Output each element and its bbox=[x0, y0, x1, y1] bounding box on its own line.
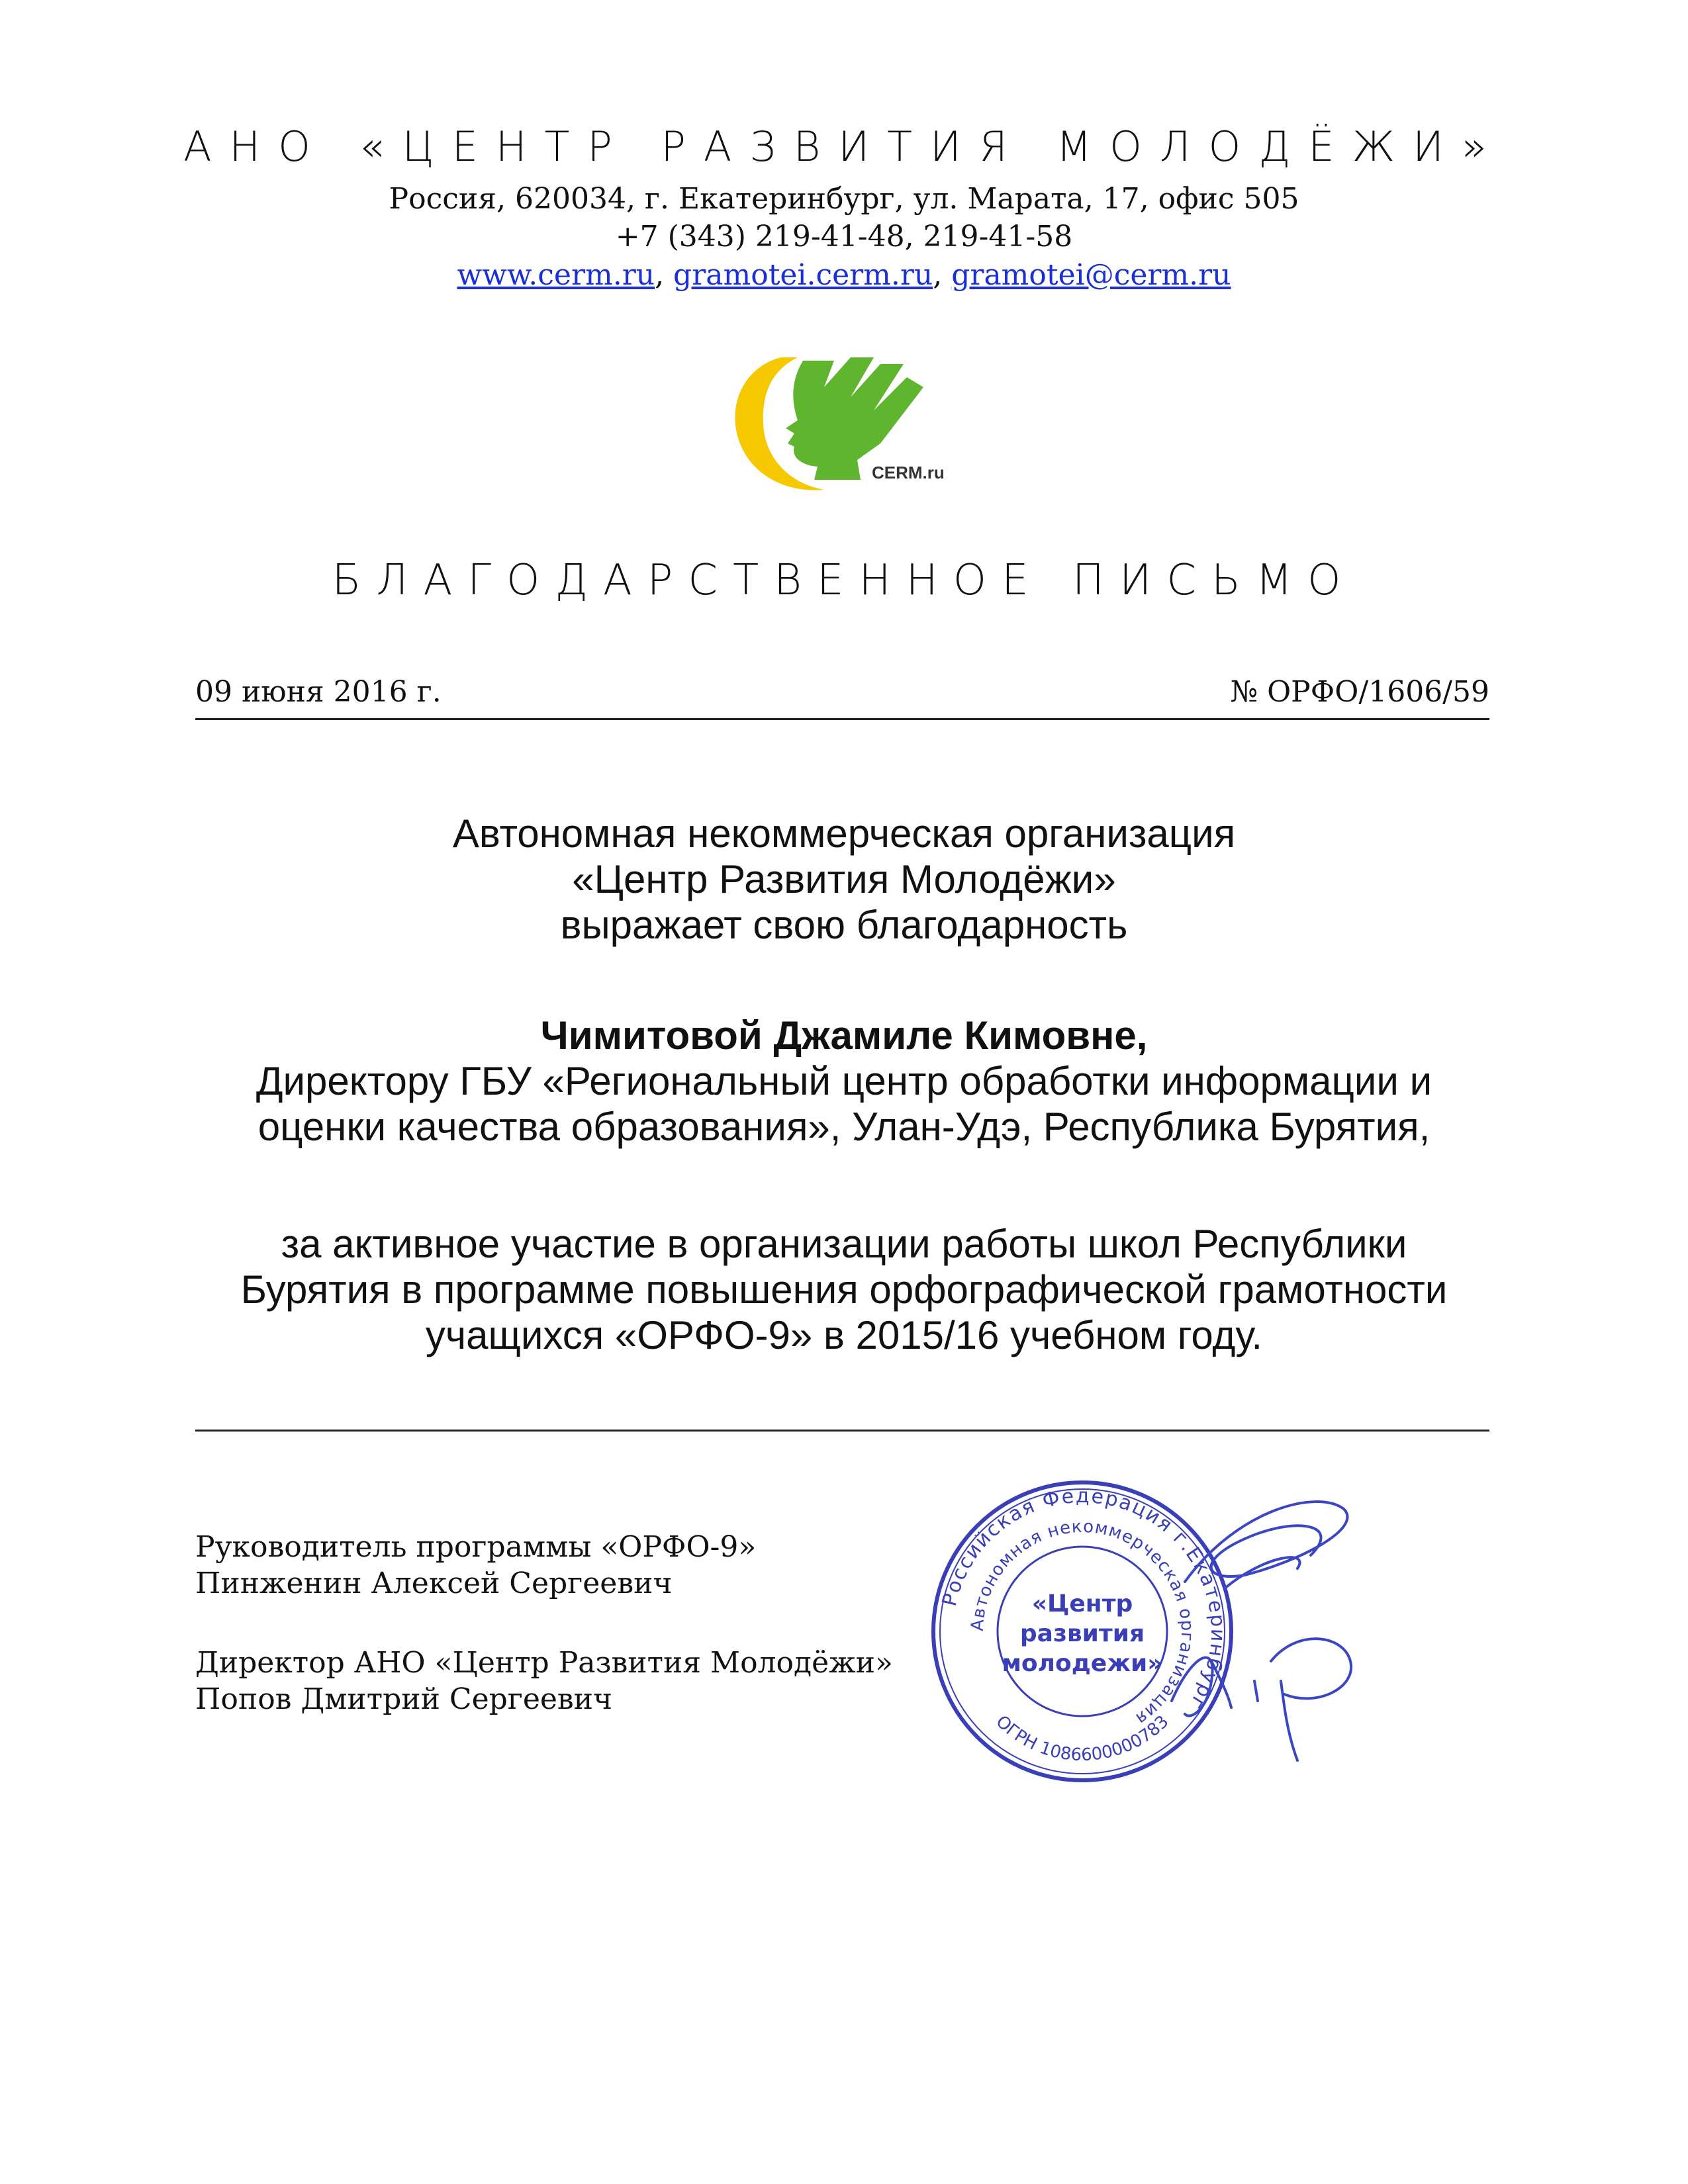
recipient-name: Чимитовой Джамиле Кимовне, bbox=[540, 1013, 1148, 1058]
signatory-role: Директор АНО «Центр Развития Молодёжи» bbox=[195, 1646, 893, 1680]
stamp-center-line: развития bbox=[1019, 1620, 1145, 1647]
link-separator: , bbox=[655, 258, 674, 292]
subsite-link[interactable]: gramotei.cerm.ru bbox=[673, 258, 933, 292]
signatory-2 bbox=[195, 1645, 893, 1717]
divider-top bbox=[195, 718, 1489, 720]
stamp-center-line: молодежи» bbox=[1002, 1650, 1163, 1677]
intro-line: Автономная некоммерческая организация bbox=[452, 811, 1236, 856]
cerm-logo bbox=[725, 347, 963, 496]
signatory-1 bbox=[195, 1529, 756, 1602]
reason-line: учащихся «ОРФО-9» в 2015/16 учебном году. bbox=[425, 1313, 1263, 1357]
organization-address: Россия, 620034, г. Екатеринбург, ул. Марата, 17, офис 505 bbox=[389, 182, 1299, 216]
letter-date: 09 июня 2016 г. bbox=[195, 675, 442, 709]
intro-line: «Центр Развития Молодёжи» bbox=[572, 857, 1116, 901]
intro-line: выражает свою благодарность bbox=[560, 903, 1128, 947]
letter-title: БЛАГОДАРСТВЕННОЕ ПИСЬМО bbox=[332, 556, 1356, 605]
reason-block bbox=[0, 1221, 1688, 1358]
recipient-position-line: оценки качества образования», Улан-Удэ, Республика Бурятия, bbox=[258, 1105, 1430, 1149]
organization-phones: +7 (343) 219-41-48, 219-41-58 bbox=[615, 220, 1073, 253]
stamp-middle-text: Автономная некоммерческая организация bbox=[967, 1516, 1197, 1729]
signatory-name: Попов Дмитрий Сергеевич bbox=[195, 1682, 613, 1716]
link-separator: , bbox=[933, 258, 952, 292]
letter-number: № ОРФО/1606/59 bbox=[1230, 675, 1489, 709]
stamp-bottom-text: ОГРН 1086600000783 bbox=[992, 1711, 1173, 1766]
signatory-name: Пинженин Алексей Сергеевич bbox=[195, 1567, 673, 1600]
website-link[interactable]: www.cerm.ru bbox=[457, 258, 655, 292]
reason-line: за активное участие в организации работы школ Республики bbox=[281, 1222, 1407, 1266]
stamp-center-line: «Центр bbox=[1031, 1590, 1133, 1617]
recipient-block bbox=[0, 1013, 1688, 1150]
reason-line: Бурятия в программе повышения орфографической грамотности bbox=[240, 1267, 1448, 1312]
handwritten-signature bbox=[1145, 1482, 1423, 1767]
organization-name: АНО «ЦЕНТР РАЗВИТИЯ МОЛОДЁЖИ» bbox=[183, 122, 1505, 171]
recipient-position-line: Директору ГБУ «Региональный центр обработки информации и bbox=[256, 1059, 1432, 1103]
signatory-role: Руководитель программы «ОРФО-9» bbox=[195, 1530, 757, 1564]
stamp-outer-text: Российская Федерация г.Екатеринбург bbox=[937, 1484, 1230, 1715]
organization-links bbox=[0, 258, 1688, 292]
intro-block bbox=[0, 811, 1688, 948]
logo-text: CERM.ru bbox=[872, 463, 945, 482]
email-link[interactable]: gramotei@cerm.ru bbox=[951, 258, 1231, 292]
logo-green-hand bbox=[786, 357, 923, 480]
divider-bottom bbox=[195, 1430, 1489, 1432]
